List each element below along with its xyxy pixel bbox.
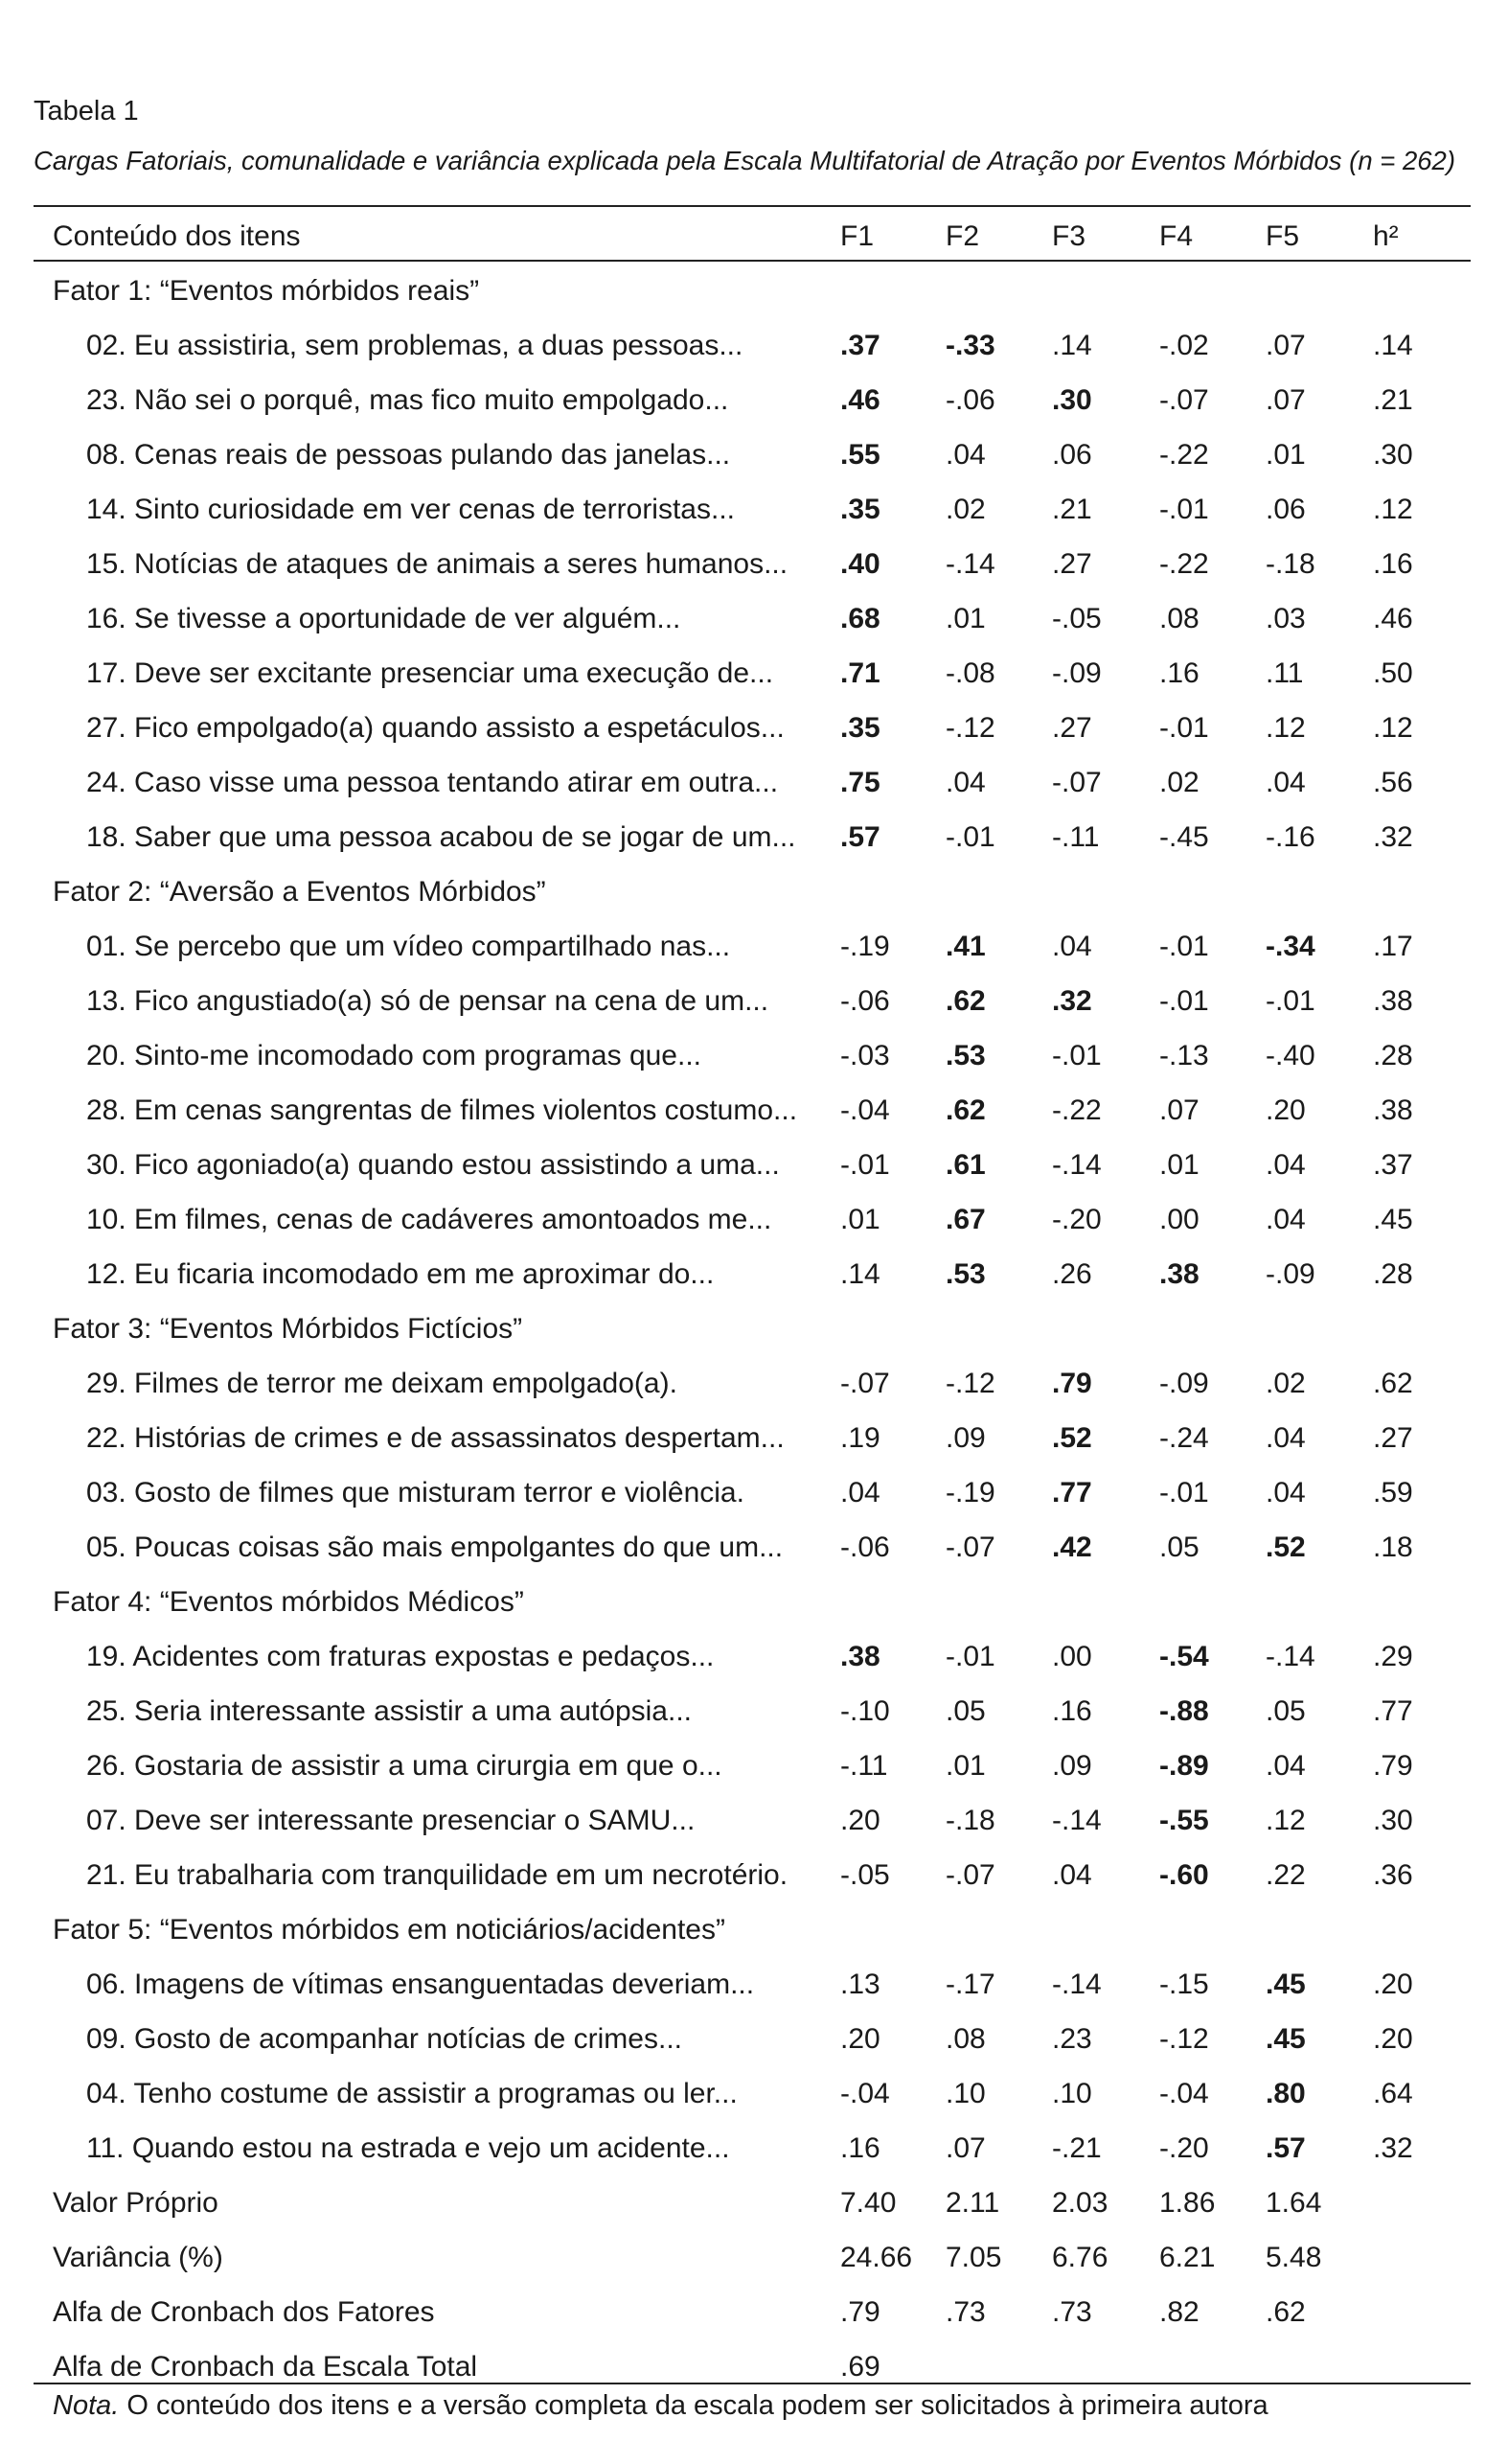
table-row <box>34 1028 1471 1083</box>
header-h2: h² <box>1373 220 1399 252</box>
item-text: 15. Notícias de ataques de animais a seres humanos... <box>86 548 788 580</box>
cell-f5: .45 <box>1266 1969 1306 2000</box>
table-row <box>34 755 1471 810</box>
cell-f3: -.11 <box>1052 821 1100 853</box>
cell-f2: -.06 <box>946 384 995 416</box>
cell-f4: -.01 <box>1159 712 1209 744</box>
cell-h2: .18 <box>1373 1531 1413 1563</box>
cell-f3: .23 <box>1052 2023 1092 2055</box>
cell-f4: -.24 <box>1159 1422 1209 1454</box>
cell-h2: .29 <box>1373 1641 1413 1672</box>
table-row <box>34 2121 1471 2176</box>
cell-h2: .20 <box>1373 2023 1413 2055</box>
item-text: 21. Eu trabalharia com tranquilidade em um necrotério. <box>86 1859 788 1891</box>
cell-f5: .62 <box>1266 2296 1306 2328</box>
table-number: Tabela 1 <box>34 96 139 127</box>
cell-f3: .10 <box>1052 2078 1092 2109</box>
factor-heading: Fator 5: “Eventos mórbidos em noticiários/acidentes” <box>53 1914 725 1946</box>
cell-f1: .46 <box>840 384 880 416</box>
table-row <box>34 537 1471 591</box>
cell-f1: 7.40 <box>840 2187 897 2219</box>
cell-f4: -.15 <box>1159 1969 1209 2000</box>
cell-f3: -.07 <box>1052 767 1102 798</box>
cell-h2: .12 <box>1373 712 1413 744</box>
table-row <box>34 1848 1471 1902</box>
cell-f4: -.60 <box>1159 1859 1209 1891</box>
cell-f4: -.09 <box>1159 1368 1209 1399</box>
cell-f5: .04 <box>1266 1422 1306 1454</box>
cell-f4: .08 <box>1159 603 1200 634</box>
cell-f4: -.01 <box>1159 1477 1209 1508</box>
cell-f1: .01 <box>840 1204 880 1235</box>
cell-f4: .82 <box>1159 2296 1200 2328</box>
cell-f1: .68 <box>840 603 880 634</box>
cell-f1: .19 <box>840 1422 880 1454</box>
cell-f2: -.14 <box>946 548 995 580</box>
cell-f3: .16 <box>1052 1695 1092 1727</box>
cell-f4: .01 <box>1159 1149 1200 1181</box>
cell-h2: .46 <box>1373 603 1413 634</box>
cell-h2: .21 <box>1373 384 1413 416</box>
table-row <box>34 1957 1471 2012</box>
summary-row <box>34 2285 1471 2339</box>
item-text: 14. Sinto curiosidade em ver cenas de terroristas... <box>86 494 735 525</box>
table-row <box>34 482 1471 537</box>
cell-f5: -.40 <box>1266 1040 1315 1071</box>
item-text: Valor Próprio <box>53 2187 218 2219</box>
cell-f2: .10 <box>946 2078 986 2109</box>
cell-f2: -.33 <box>946 330 995 361</box>
cell-f2: .53 <box>946 1040 986 1071</box>
table-bottom-rule <box>34 2383 1471 2384</box>
item-text: 19. Acidentes com fraturas expostas e pedaços... <box>86 1641 715 1672</box>
cell-h2: .64 <box>1373 2078 1413 2109</box>
cell-f2: -.12 <box>946 1368 995 1399</box>
cell-f1: .04 <box>840 1477 880 1508</box>
table-row <box>34 646 1471 701</box>
cell-f5: .22 <box>1266 1859 1306 1891</box>
cell-f3: -.22 <box>1052 1094 1102 1126</box>
cell-f1: .16 <box>840 2132 880 2164</box>
item-text: 02. Eu assistiria, sem problemas, a duas pessoas... <box>86 330 743 361</box>
cell-f2: .08 <box>946 2023 986 2055</box>
cell-f4: .16 <box>1159 657 1200 689</box>
item-text: 05. Poucas coisas são mais empolgantes do que um... <box>86 1531 784 1563</box>
cell-h2: .56 <box>1373 767 1413 798</box>
cell-f1: .79 <box>840 2296 880 2328</box>
cell-f5: 5.48 <box>1266 2242 1322 2273</box>
cell-f2: -.08 <box>946 657 995 689</box>
cell-f1: -.04 <box>840 1094 890 1126</box>
table-row <box>34 810 1471 864</box>
factor-heading: Fator 1: “Eventos mórbidos reais” <box>53 275 480 307</box>
cell-f2: .61 <box>946 1149 986 1181</box>
cell-f5: -.14 <box>1266 1641 1315 1672</box>
cell-f1: .20 <box>840 1805 880 1836</box>
cell-f1: .13 <box>840 1969 880 2000</box>
item-text: 25. Seria interessante assistir a uma autópsia... <box>86 1695 692 1727</box>
cell-f4: .38 <box>1159 1258 1200 1290</box>
cell-f4: -.22 <box>1159 439 1209 471</box>
item-text: 10. Em filmes, cenas de cadáveres amontoados me... <box>86 1204 772 1235</box>
cell-h2: .32 <box>1373 2132 1413 2164</box>
table-row <box>34 919 1471 974</box>
cell-f1: -.01 <box>840 1149 890 1181</box>
header-f4: F4 <box>1159 220 1194 252</box>
cell-f1: -.07 <box>840 1368 890 1399</box>
cell-f2: -.12 <box>946 712 995 744</box>
cell-f3: 2.03 <box>1052 2187 1108 2219</box>
table-row <box>34 1629 1471 1684</box>
cell-f1: .55 <box>840 439 880 471</box>
cell-h2: .32 <box>1373 821 1413 853</box>
cell-f2: .01 <box>946 1750 986 1782</box>
cell-f5: .07 <box>1266 384 1306 416</box>
table-row <box>34 1356 1471 1411</box>
cell-f3: .27 <box>1052 712 1092 744</box>
cell-f2: .02 <box>946 494 986 525</box>
cell-f1: 24.66 <box>840 2242 913 2273</box>
cell-f4: -.01 <box>1159 985 1209 1017</box>
cell-f2: .73 <box>946 2296 986 2328</box>
cell-f4: -.02 <box>1159 330 1209 361</box>
cell-f1: .35 <box>840 712 880 744</box>
cell-f2: -.18 <box>946 1805 995 1836</box>
cell-f1: -.05 <box>840 1859 890 1891</box>
table-row <box>34 1465 1471 1520</box>
cell-f5: .57 <box>1266 2132 1306 2164</box>
item-text: 24. Caso visse uma pessoa tentando atirar em outra... <box>86 767 779 798</box>
cell-f1: -.03 <box>840 1040 890 1071</box>
cell-f5: 1.64 <box>1266 2187 1322 2219</box>
cell-f4: -.01 <box>1159 931 1209 962</box>
cell-f2: .07 <box>946 2132 986 2164</box>
table-row <box>34 701 1471 755</box>
header-f3: F3 <box>1052 220 1086 252</box>
cell-f4: -.22 <box>1159 548 1209 580</box>
table-row <box>34 1793 1471 1848</box>
table-row <box>34 1138 1471 1192</box>
table-row <box>34 591 1471 646</box>
cell-f5: .20 <box>1266 1094 1306 1126</box>
item-text: 04. Tenho costume de assistir a programas ou ler... <box>86 2078 738 2109</box>
cell-f2: .62 <box>946 985 986 1017</box>
item-text: 23. Não sei o porquê, mas fico muito empolgado... <box>86 384 729 416</box>
item-text: 11. Quando estou na estrada e vejo um acidente... <box>86 2132 730 2164</box>
cell-f5: .04 <box>1266 1204 1306 1235</box>
cell-f3: .52 <box>1052 1422 1092 1454</box>
item-text: 17. Deve ser excitante presenciar uma execução de... <box>86 657 774 689</box>
note-text: O conteúdo dos itens e a versão completa da escala podem ser solicitados à primeira autora <box>119 2390 1268 2421</box>
table-row <box>34 1192 1471 1247</box>
cell-h2: .38 <box>1373 985 1413 1017</box>
cell-f5: .06 <box>1266 494 1306 525</box>
cell-f4: -.12 <box>1159 2023 1209 2055</box>
cell-f3: .04 <box>1052 931 1092 962</box>
cell-h2: .77 <box>1373 1695 1413 1727</box>
cell-f1: .40 <box>840 548 880 580</box>
cell-f1: .38 <box>840 1641 880 1672</box>
cell-f1: .71 <box>840 657 880 689</box>
cell-f2: -.01 <box>946 821 995 853</box>
cell-f3: -.21 <box>1052 2132 1102 2164</box>
cell-f4: .00 <box>1159 1204 1200 1235</box>
table-row <box>34 974 1471 1028</box>
cell-f2: -.19 <box>946 1477 995 1508</box>
cell-f5: .45 <box>1266 2023 1306 2055</box>
cell-f3: .30 <box>1052 384 1092 416</box>
cell-f4: -.13 <box>1159 1040 1209 1071</box>
cell-f3: .06 <box>1052 439 1092 471</box>
cell-f4: -.45 <box>1159 821 1209 853</box>
cell-f1: .57 <box>840 821 880 853</box>
cell-f4: -.89 <box>1159 1750 1209 1782</box>
table-row <box>34 1247 1471 1301</box>
cell-f3: .79 <box>1052 1368 1092 1399</box>
cell-f5: .03 <box>1266 603 1306 634</box>
table-note <box>53 2386 1268 2425</box>
cell-f3: .04 <box>1052 1859 1092 1891</box>
cell-f4: -.20 <box>1159 2132 1209 2164</box>
cell-f5: .12 <box>1266 1805 1306 1836</box>
cell-f3: -.14 <box>1052 1149 1102 1181</box>
cell-f1: -.10 <box>840 1695 890 1727</box>
cell-f3: .14 <box>1052 330 1092 361</box>
cell-f2: -.01 <box>946 1641 995 1672</box>
cell-h2: .38 <box>1373 1094 1413 1126</box>
item-text: 09. Gosto de acompanhar notícias de crimes... <box>86 2023 682 2055</box>
table-row <box>34 1520 1471 1575</box>
cell-f3: -.14 <box>1052 1805 1102 1836</box>
cell-f5: .04 <box>1266 767 1306 798</box>
cell-f2: .01 <box>946 603 986 634</box>
cell-f3: -.09 <box>1052 657 1102 689</box>
cell-f2: 2.11 <box>946 2187 1000 2219</box>
item-text: 12. Eu ficaria incomodado em me aproximar do... <box>86 1258 715 1290</box>
table-row <box>34 373 1471 427</box>
cell-f3: .77 <box>1052 1477 1092 1508</box>
cell-f3: .32 <box>1052 985 1092 1017</box>
cell-f3: -.05 <box>1052 603 1102 634</box>
cell-f2: -.17 <box>946 1969 995 2000</box>
cell-h2: .79 <box>1373 1750 1413 1782</box>
cell-f4: -.01 <box>1159 494 1209 525</box>
item-text: Alfa de Cronbach dos Fatores <box>53 2296 435 2328</box>
cell-f4: -.55 <box>1159 1805 1209 1836</box>
item-text: 30. Fico agoniado(a) quando estou assistindo a uma... <box>86 1149 780 1181</box>
cell-f1: .69 <box>840 2351 880 2383</box>
item-text: 29. Filmes de terror me deixam empolgado(a). <box>86 1368 677 1399</box>
item-text: Alfa de Cronbach da Escala Total <box>53 2351 478 2383</box>
cell-h2: .17 <box>1373 931 1413 962</box>
item-text: 26. Gostaria de assistir a uma cirurgia em que o... <box>86 1750 722 1782</box>
cell-f4: .07 <box>1159 1094 1200 1126</box>
cell-f4: -.54 <box>1159 1641 1209 1672</box>
cell-f3: -.01 <box>1052 1040 1102 1071</box>
cell-f2: .67 <box>946 1204 986 1235</box>
factor-heading: Fator 3: “Eventos Mórbidos Fictícios” <box>53 1313 523 1345</box>
cell-f5: -.01 <box>1266 985 1315 1017</box>
note-label: Nota. <box>53 2390 120 2421</box>
table-row <box>34 427 1471 482</box>
cell-f2: .41 <box>946 931 986 962</box>
table-header-rule <box>34 260 1471 262</box>
cell-h2: .37 <box>1373 1149 1413 1181</box>
cell-h2: .14 <box>1373 330 1413 361</box>
cell-f3: .00 <box>1052 1641 1092 1672</box>
factor-heading-row <box>34 264 1471 318</box>
cell-f3: .21 <box>1052 494 1092 525</box>
cell-f4: 6.21 <box>1159 2242 1216 2273</box>
cell-f4: .02 <box>1159 767 1200 798</box>
cell-f5: .80 <box>1266 2078 1306 2109</box>
cell-f1: -.11 <box>840 1750 888 1782</box>
cell-f2: .04 <box>946 767 986 798</box>
item-text: 07. Deve ser interessante presenciar o SAMU... <box>86 1805 696 1836</box>
cell-f4: 1.86 <box>1159 2187 1216 2219</box>
cell-h2: .45 <box>1373 1204 1413 1235</box>
table-row <box>34 1684 1471 1739</box>
cell-f1: .37 <box>840 330 880 361</box>
cell-f5: .04 <box>1266 1477 1306 1508</box>
cell-f5: .04 <box>1266 1149 1306 1181</box>
item-text: Variância (%) <box>53 2242 223 2273</box>
cell-f2: .62 <box>946 1094 986 1126</box>
cell-h2: .59 <box>1373 1477 1413 1508</box>
header-items: Conteúdo dos itens <box>53 220 301 252</box>
cell-f5: .01 <box>1266 439 1306 471</box>
header-f1: F1 <box>840 220 875 252</box>
cell-f3: .09 <box>1052 1750 1092 1782</box>
cell-f2: .05 <box>946 1695 986 1727</box>
item-text: 22. Histórias de crimes e de assassinatos despertam... <box>86 1422 785 1454</box>
cell-f1: .75 <box>840 767 880 798</box>
item-text: 20. Sinto-me incomodado com programas que... <box>86 1040 701 1071</box>
cell-f5: -.34 <box>1266 931 1315 962</box>
table-top-rule <box>34 205 1471 207</box>
cell-f5: .11 <box>1266 657 1304 689</box>
cell-f4: -.04 <box>1159 2078 1209 2109</box>
header-f5: F5 <box>1266 220 1300 252</box>
cell-f3: -.20 <box>1052 1204 1102 1235</box>
cell-h2: .16 <box>1373 548 1413 580</box>
cell-f1: -.19 <box>840 931 890 962</box>
factor-heading: Fator 4: “Eventos mórbidos Médicos” <box>53 1586 524 1618</box>
cell-f5: .12 <box>1266 712 1306 744</box>
cell-h2: .12 <box>1373 494 1413 525</box>
factor-heading: Fator 2: “Aversão a Eventos Mórbidos” <box>53 876 546 908</box>
cell-h2: .27 <box>1373 1422 1413 1454</box>
cell-f2: .09 <box>946 1422 986 1454</box>
cell-f1: -.06 <box>840 985 890 1017</box>
table-row <box>34 1083 1471 1138</box>
cell-f4: -.07 <box>1159 384 1209 416</box>
cell-f5: -.18 <box>1266 548 1315 580</box>
factor-heading-row <box>34 864 1471 919</box>
factor-heading-row <box>34 1575 1471 1629</box>
cell-f2: -.07 <box>946 1531 995 1563</box>
item-text: 13. Fico angustiado(a) só de pensar na cena de um... <box>86 985 769 1017</box>
cell-f2: 7.05 <box>946 2242 1002 2273</box>
cell-f5: .07 <box>1266 330 1306 361</box>
cell-h2: .28 <box>1373 1258 1413 1290</box>
cell-f5: -.16 <box>1266 821 1315 853</box>
item-text: 16. Se tivesse a oportunidade de ver alguém... <box>86 603 681 634</box>
cell-f5: .05 <box>1266 1695 1306 1727</box>
table-row <box>34 318 1471 373</box>
factor-heading-row <box>34 1301 1471 1356</box>
cell-f2: -.07 <box>946 1859 995 1891</box>
cell-h2: .20 <box>1373 1969 1413 2000</box>
table-header-row <box>34 209 1471 264</box>
item-text: 01. Se percebo que um vídeo compartilhado nas... <box>86 931 731 962</box>
item-text: 08. Cenas reais de pessoas pulando das janelas... <box>86 439 731 471</box>
table-row <box>34 2012 1471 2066</box>
cell-f3: -.14 <box>1052 1969 1102 2000</box>
cell-h2: .36 <box>1373 1859 1413 1891</box>
cell-f1: .20 <box>840 2023 880 2055</box>
header-f2: F2 <box>946 220 980 252</box>
factor-heading-row <box>34 1902 1471 1957</box>
cell-f3: 6.76 <box>1052 2242 1108 2273</box>
cell-f5: .02 <box>1266 1368 1306 1399</box>
cell-f3: .42 <box>1052 1531 1092 1563</box>
table-row <box>34 2066 1471 2121</box>
cell-h2: .62 <box>1373 1368 1413 1399</box>
cell-h2: .30 <box>1373 439 1413 471</box>
item-text: 27. Fico empolgado(a) quando assisto a espetáculos... <box>86 712 785 744</box>
cell-f1: -.04 <box>840 2078 890 2109</box>
cell-f2: .53 <box>946 1258 986 1290</box>
item-text: 18. Saber que uma pessoa acabou de se jogar de um... <box>86 821 796 853</box>
cell-f5: -.09 <box>1266 1258 1315 1290</box>
cell-f1: .35 <box>840 494 880 525</box>
item-text: 28. Em cenas sangrentas de filmes violentos costumo... <box>86 1094 798 1126</box>
table-row <box>34 1739 1471 1793</box>
cell-f3: .26 <box>1052 1258 1092 1290</box>
cell-f5: .52 <box>1266 1531 1306 1563</box>
cell-f1: .14 <box>840 1258 880 1290</box>
item-text: 06. Imagens de vítimas ensanguentadas deveriam... <box>86 1969 755 2000</box>
item-text: 03. Gosto de filmes que misturam terror e violência. <box>86 1477 744 1508</box>
summary-row <box>34 2176 1471 2230</box>
cell-f2: .04 <box>946 439 986 471</box>
cell-f1: -.06 <box>840 1531 890 1563</box>
cell-f3: .73 <box>1052 2296 1092 2328</box>
summary-row <box>34 2230 1471 2285</box>
cell-f4: -.88 <box>1159 1695 1209 1727</box>
cell-f4: .05 <box>1159 1531 1200 1563</box>
cell-h2: .50 <box>1373 657 1413 689</box>
cell-f5: .04 <box>1266 1750 1306 1782</box>
cell-f3: .27 <box>1052 548 1092 580</box>
table-row <box>34 1411 1471 1465</box>
cell-h2: .28 <box>1373 1040 1413 1071</box>
table-title: Cargas Fatoriais, comunalidade e variância explicada pela Escala Multifatorial de Atração por Eventos Mórbidos (n = 262) <box>34 146 1455 175</box>
cell-h2: .30 <box>1373 1805 1413 1836</box>
